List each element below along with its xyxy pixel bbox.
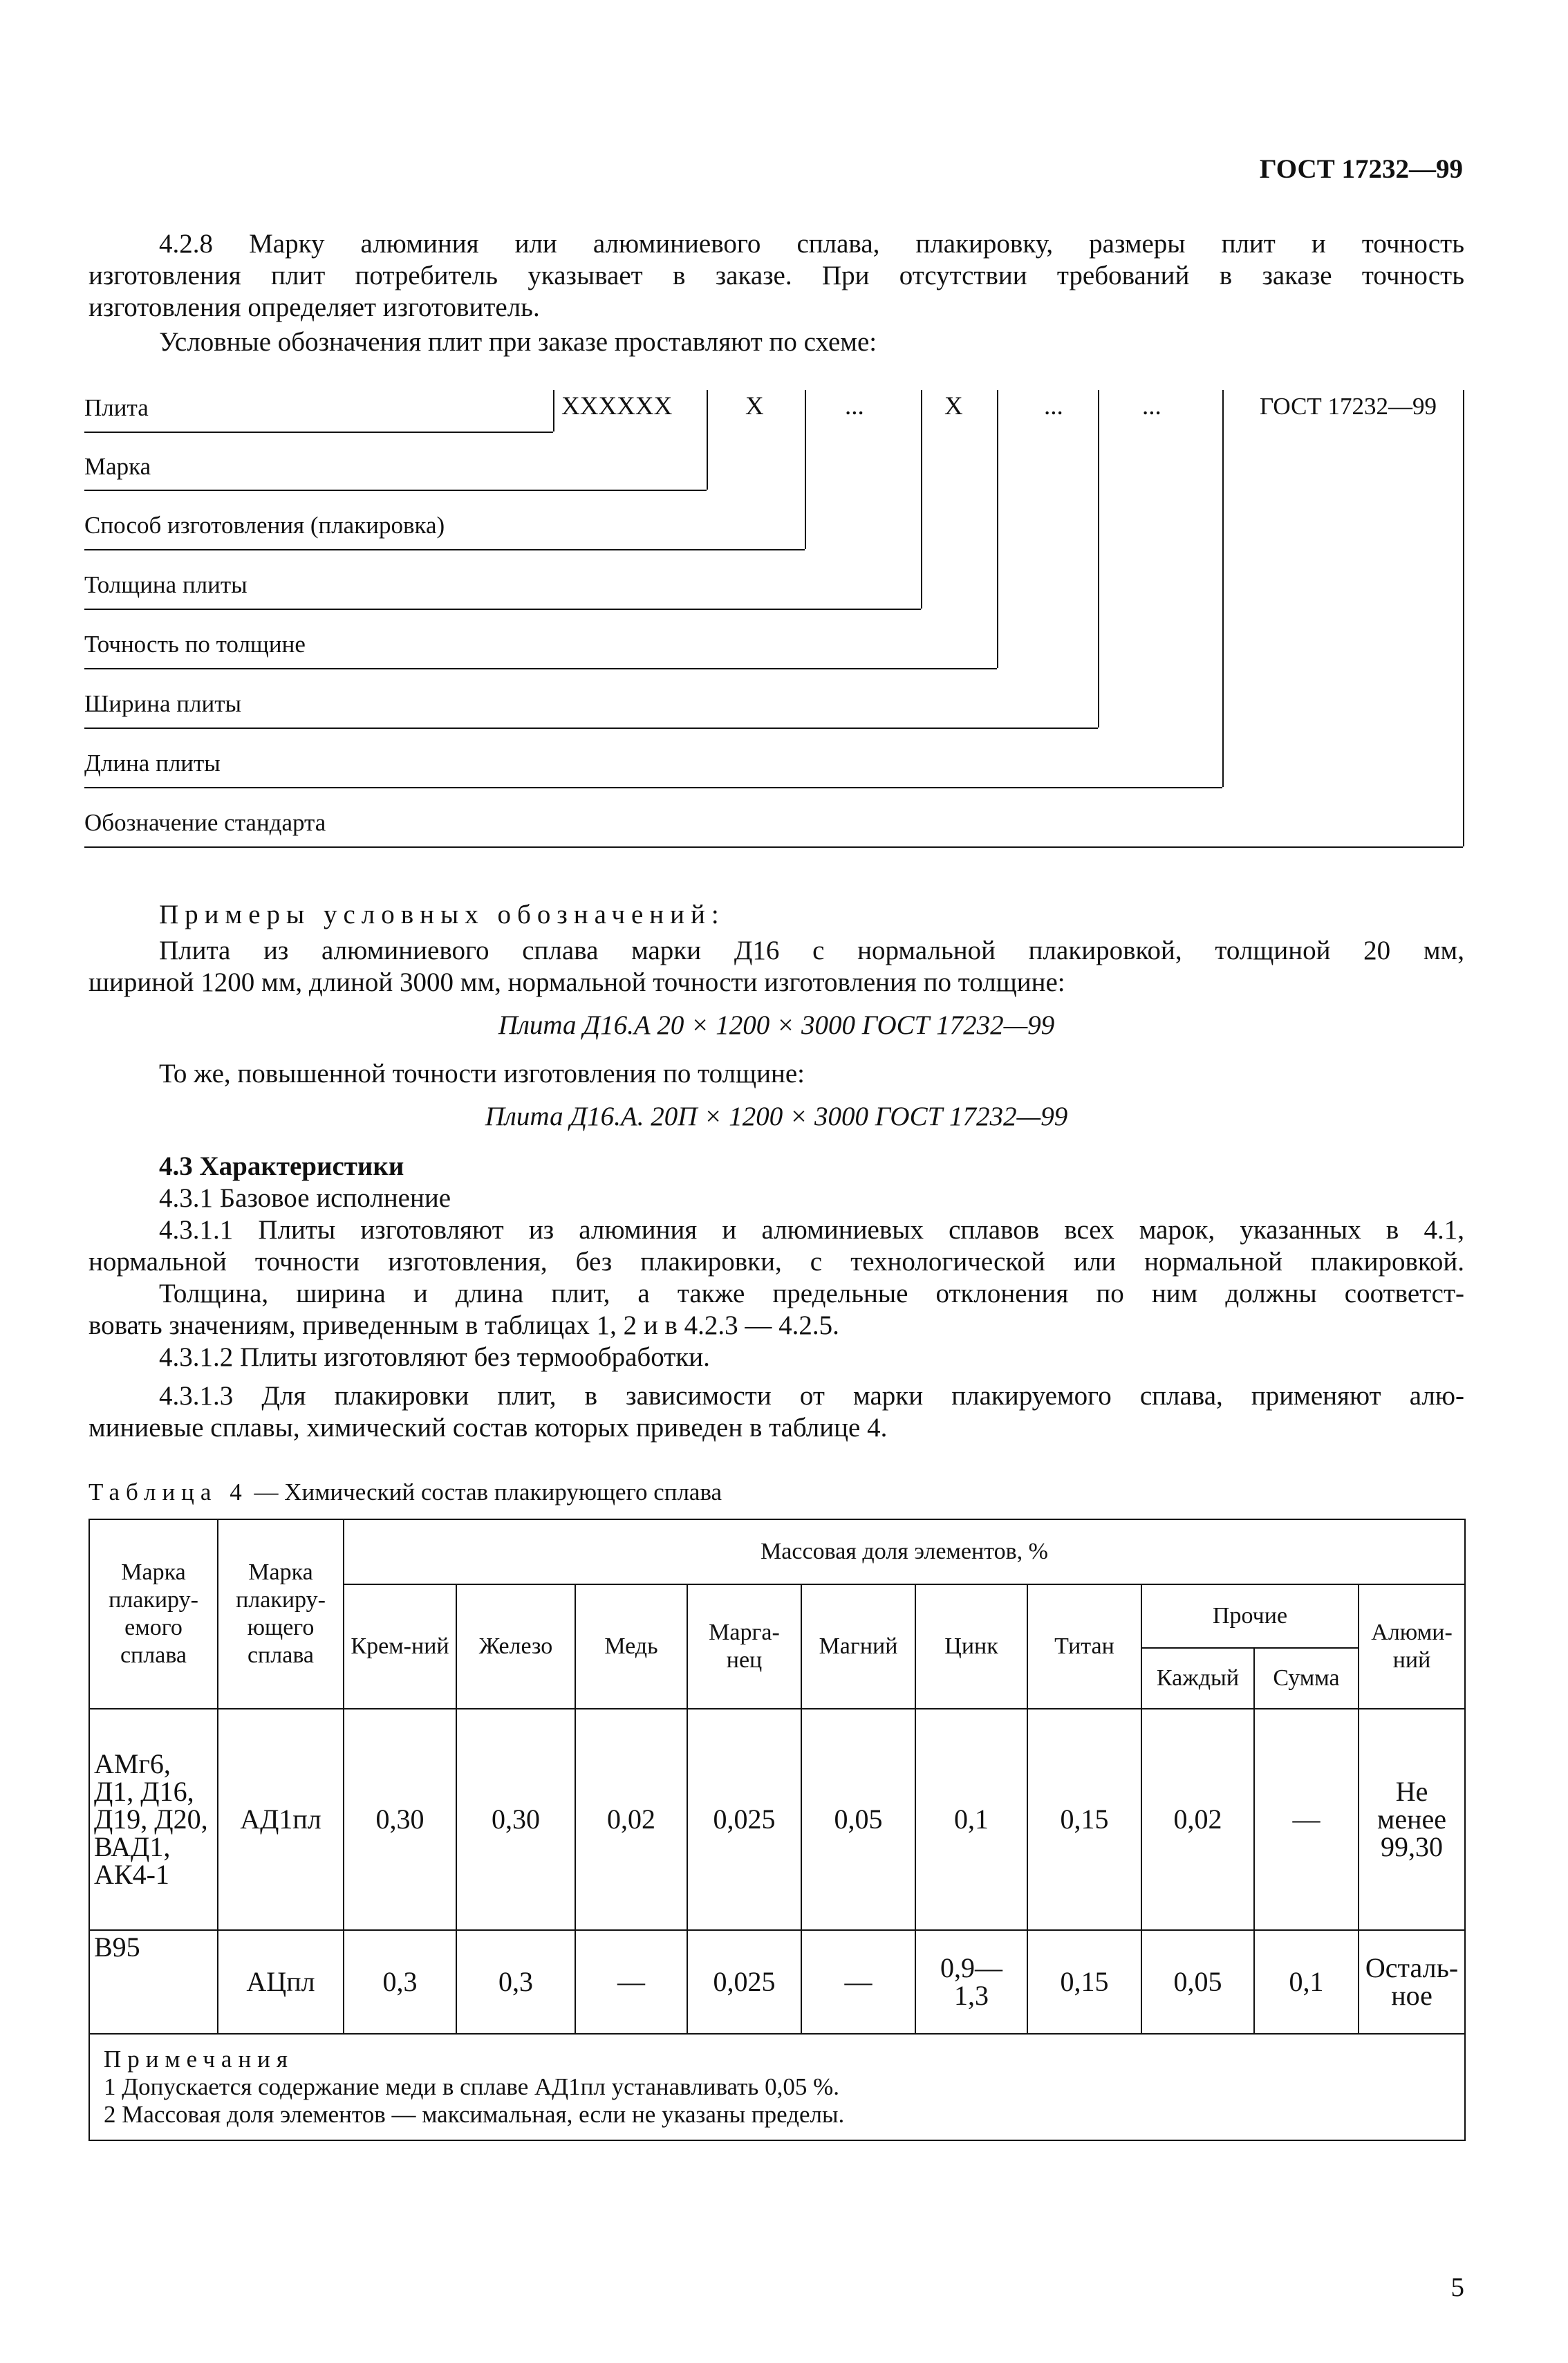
cell-mn: 0,025 [687, 1930, 801, 2034]
table4 [88, 1519, 1466, 2141]
note-2: 2 Массовая доля элементов — максимальная, если не указаны пределы. [104, 2101, 845, 2128]
scheme-line-length [84, 787, 1222, 788]
cell-cu: — [575, 1930, 687, 2034]
section-4-3-1-2: 4.3.1.2 Плиты изготовляют без термообработки. [159, 1342, 710, 1372]
designation-scheme [84, 387, 1467, 858]
scheme-label-accuracy: Точность по толщине [84, 631, 306, 658]
section-4-3-1-1-line1: 4.3.1.1 Плиты изготовляют из алюминия и алюминиевых сплавов всех марок, указанных в 4.1, [159, 1215, 1464, 1245]
table4-caption-rest: — Химический состав плакирующего сплава [248, 1479, 722, 1505]
scheme-field-standard: ГОСТ 17232—99 [1260, 393, 1437, 420]
table4-notes-row [89, 2034, 1465, 2140]
scheme-field-width: ... [1044, 392, 1063, 420]
scheme-line-grade [84, 490, 707, 491]
example1-line2: шириной 1200 мм, длиной 3000 мм, нормальной точности изготовления по толщине: [88, 967, 1065, 997]
example2-text: То же, повышенной точности изготовления по толщине: [159, 1059, 805, 1088]
cell-fe: 0,3 [456, 1930, 575, 2034]
cell-grade: В95 [89, 1930, 218, 2034]
scheme-line-width [84, 728, 1098, 729]
example2-code: Плита Д16.А. 20П × 1200 × 3000 ГОСТ 17232—99 [485, 1102, 1068, 1131]
table-row [89, 1930, 1465, 2034]
table4-caption-prefix: Таблица 4 [88, 1479, 248, 1505]
section-4-3-1-3-line1: 4.3.1.3 Для плакировки плит, в зависимости от марки плакируемого сплава, применяют алю- [159, 1381, 1464, 1411]
paragraph-4-2-8-line2: изготовления плит потребитель указывает в заказе. При отсутствии требований в заказе точность [88, 261, 1464, 290]
scheme-line-accuracy [84, 668, 997, 669]
example1-line1: Плита из алюминиевого сплава марки Д16 с нормальной плакировкой, толщиной 20 мм, [159, 936, 1464, 965]
scheme-field-accuracy: X [944, 392, 963, 420]
section-4-3-title: 4.3 Характеристики [159, 1151, 404, 1181]
th-sum: Сумма [1254, 1648, 1359, 1709]
cell-cu: 0,02 [575, 1709, 687, 1930]
scheme-label-standard: Обозначение стандарта [84, 809, 326, 836]
cell-each: 0,02 [1141, 1709, 1254, 1930]
cell-zn: 0,9— 1,3 [915, 1930, 1027, 2034]
scheme-bar-2 [707, 390, 708, 490]
cell-clad: АЦпл [218, 1930, 344, 2034]
section-4-3-1-1b-line1: Толщина, ширина и длина плит, а также предельные отклонения по ним должны соответст- [159, 1279, 1464, 1308]
scheme-bar-1 [553, 390, 554, 432]
paragraph-4-2-8-line3: изготовления определяет изготовитель. [88, 293, 540, 322]
th-cu: Медь [575, 1584, 687, 1709]
examples-heading: Примеры условных обозначений: [159, 900, 725, 929]
section-4-3-1-3-line2: миниевые сплавы, химический состав которых приведен в таблице 4. [88, 1413, 888, 1443]
scheme-bar-5 [997, 390, 998, 668]
cell-each: 0,05 [1141, 1930, 1254, 2034]
table4-notes [89, 2034, 1465, 2140]
cell-sum: 0,1 [1254, 1930, 1359, 2034]
section-4-3-1: 4.3.1 Базовое исполнение [159, 1183, 451, 1213]
th-other: Прочие [1141, 1584, 1359, 1648]
scheme-intro: Условные обозначения плит при заказе проставляют по схеме: [159, 327, 877, 357]
section-4-3-1-1-line2: нормальной точности изготовления, без плакировки, с технологической или нормальной плакировкой. [88, 1247, 1464, 1277]
cell-al: Осталь-ное [1359, 1930, 1465, 2034]
cell-mg: 0,05 [801, 1709, 915, 1930]
scheme-field-method: X [745, 392, 764, 420]
th-mn: Марга-нец [687, 1584, 801, 1709]
scheme-label-grade: Марка [84, 453, 151, 480]
th-zn: Цинк [915, 1584, 1027, 1709]
th-mass-fraction: Массовая доля элементов, % [344, 1519, 1465, 1584]
cell-zn: 0,1 [915, 1709, 1027, 1930]
section-4-3-1-1b-line2: вовать значениям, приведенным в таблицах 1, 2 и в 4.2.3 — 4.2.5. [88, 1310, 839, 1340]
th-each: Каждый [1141, 1648, 1254, 1709]
scheme-label-length: Длина плиты [84, 750, 221, 777]
th-al: Алюми-ний [1359, 1584, 1465, 1709]
scheme-field-grade: XXXXXX [561, 392, 673, 420]
table-row [89, 1709, 1465, 1930]
cell-si: 0,3 [344, 1930, 456, 2034]
scheme-label-thickness: Толщина плиты [84, 571, 248, 598]
cell-mg: — [801, 1930, 915, 2034]
scheme-line-thickness [84, 609, 921, 610]
th-grade: Марка плакиру-емого сплава [89, 1519, 218, 1709]
scheme-label-method: Способ изготовления (плакировка) [84, 512, 445, 539]
scheme-bar-8 [1463, 390, 1464, 846]
th-ti: Титан [1027, 1584, 1141, 1709]
cell-ti: 0,15 [1027, 1930, 1141, 2034]
scheme-field-thickness: ... [845, 392, 864, 420]
scheme-bar-3 [805, 390, 806, 549]
cell-fe: 0,30 [456, 1709, 575, 1930]
table4-header-row1 [89, 1519, 1465, 1584]
paragraph-4-2-8-line1: 4.2.8 Марку алюминия или алюминиевого сплава, плакировку, размеры плит и точность [159, 229, 1464, 259]
page-number: 5 [1450, 2272, 1464, 2302]
scheme-field-length: ... [1142, 392, 1161, 420]
cell-si: 0,30 [344, 1709, 456, 1930]
scheme-line-plate [84, 432, 553, 433]
cell-ti: 0,15 [1027, 1709, 1141, 1930]
th-mg: Магний [801, 1584, 915, 1709]
th-fe: Железо [456, 1584, 575, 1709]
table4-caption [88, 1479, 722, 1506]
notes-title: Примечания [104, 2046, 295, 2073]
cell-al: Не менее 99,30 [1359, 1709, 1465, 1930]
scheme-bar-6 [1098, 390, 1099, 728]
scheme-label-width: Ширина плиты [84, 690, 242, 717]
document-header: ГОСТ 17232—99 [1259, 154, 1463, 184]
example1-code: Плита Д16.А 20 × 1200 × 3000 ГОСТ 17232—99 [498, 1010, 1055, 1040]
scheme-label-plate: Плита [84, 394, 149, 421]
cell-grade: АМг6, Д1, Д16, Д19, Д20, ВАД1, АК4-1 [89, 1709, 218, 1930]
scheme-line-method [84, 549, 805, 550]
cell-clad: АД1пл [218, 1709, 344, 1930]
scheme-bar-7 [1222, 390, 1224, 787]
scheme-bar-4 [921, 390, 922, 609]
note-1: 1 Допускается содержание меди в сплаве АД1пл устанавливать 0,05 %. [104, 2073, 840, 2100]
scheme-line-standard [84, 846, 1463, 848]
th-si: Крем-ний [344, 1584, 456, 1709]
cell-sum: — [1254, 1709, 1359, 1930]
th-clad: Марка плакиру-ющего сплава [218, 1519, 344, 1709]
cell-mn: 0,025 [687, 1709, 801, 1930]
